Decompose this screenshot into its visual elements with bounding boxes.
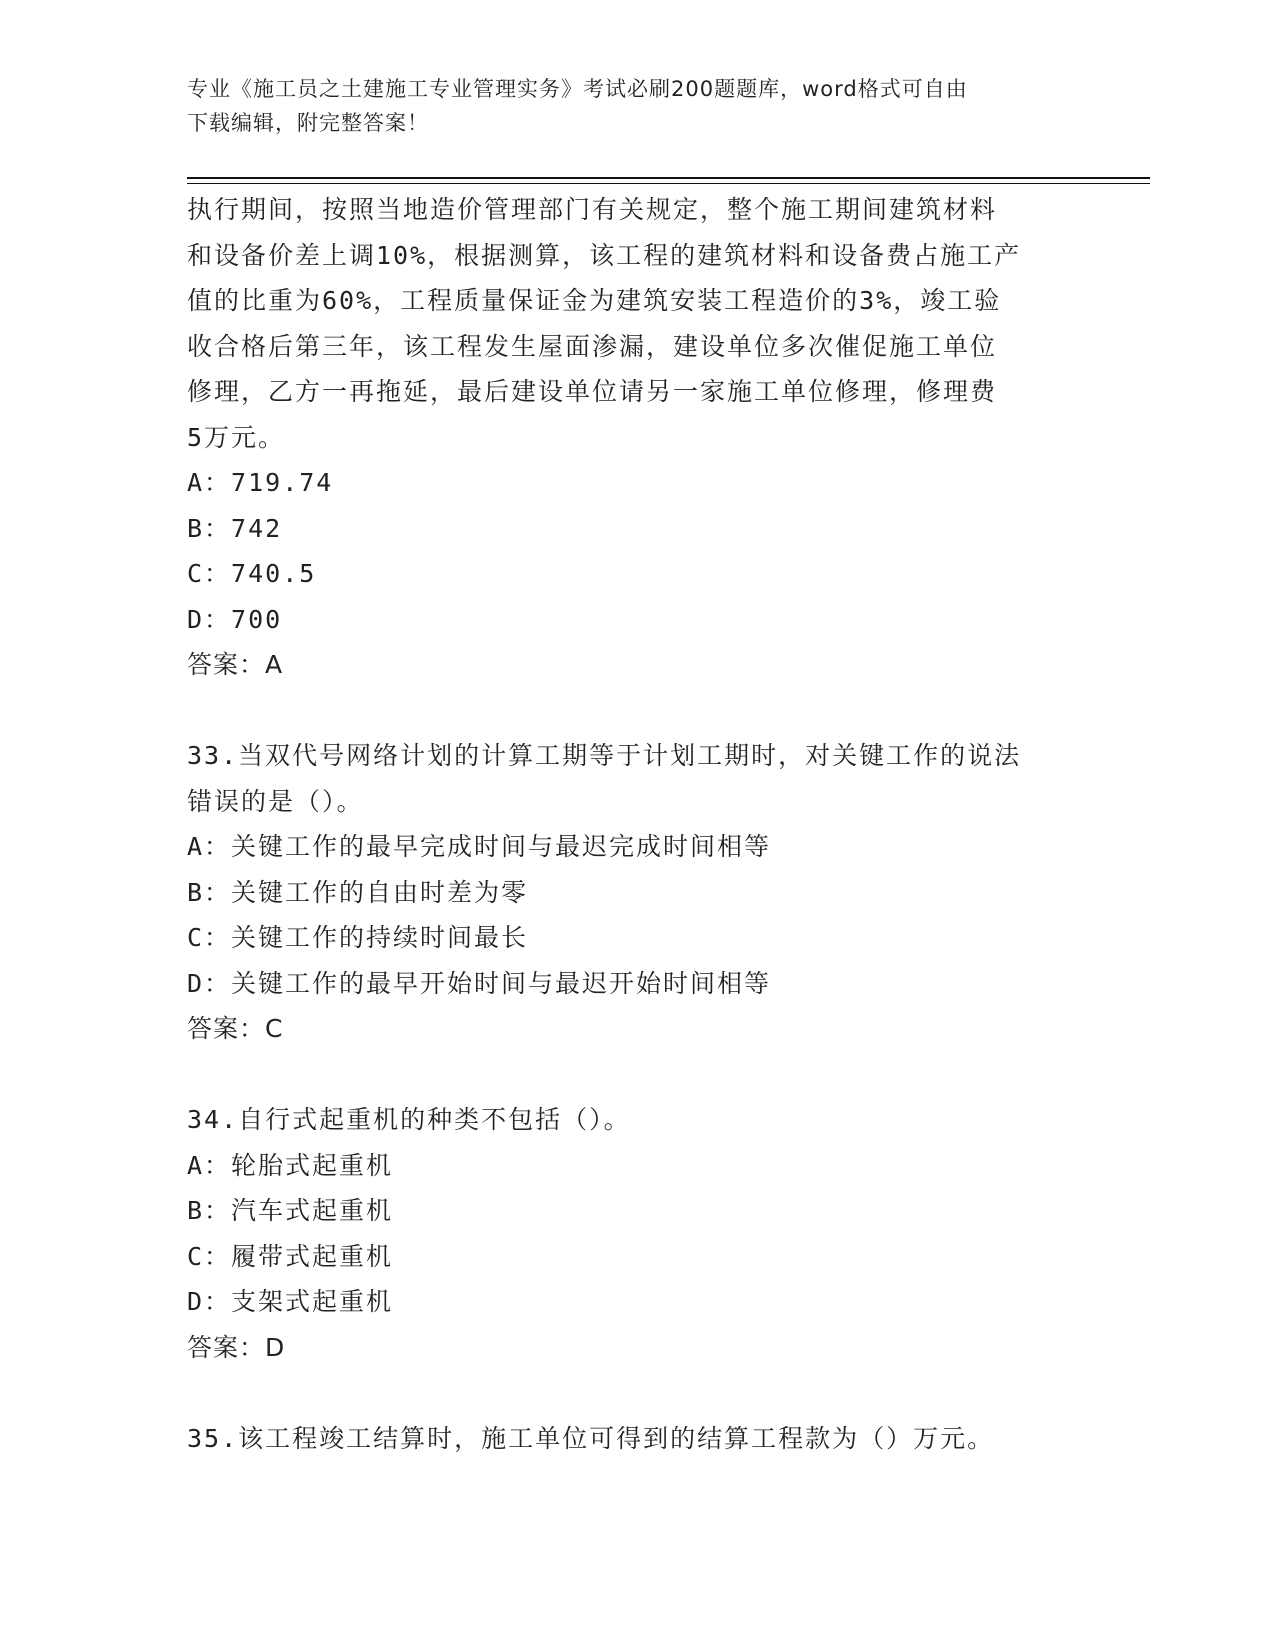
question-stem-line: 34.自行式起重机的种类不包括（）。 bbox=[187, 1105, 631, 1134]
question-stem-line: 35.该工程竣工结算时，施工单位可得到的结算工程款为（）万元。 bbox=[187, 1423, 995, 1453]
answer: 答案：C bbox=[187, 1014, 284, 1043]
spacer bbox=[187, 688, 1087, 734]
header-title-line-2: 下载编辑，附完整答案！ bbox=[187, 111, 429, 135]
option-a: A：719.74 bbox=[187, 468, 334, 497]
option-c: C：履带式起重机 bbox=[187, 1241, 394, 1271]
option-b: B：汽车式起重机 bbox=[187, 1196, 394, 1225]
question-stem-line: 错误的是（）。 bbox=[187, 786, 364, 816]
document-header bbox=[187, 72, 1067, 140]
option-d: D：700 bbox=[187, 604, 283, 634]
header-divider-thin bbox=[187, 183, 1150, 184]
option-a: A：关键工作的最早完成时间与最迟完成时间相等 bbox=[187, 832, 772, 861]
question-stem-line: 5万元。 bbox=[187, 422, 286, 452]
option-d: D：支架式起重机 bbox=[187, 1287, 394, 1316]
option-c: C：关键工作的持续时间最长 bbox=[187, 923, 529, 952]
question-stem-line: 执行期间，按照当地造价管理部门有关规定，整个施工期间建筑材料 bbox=[187, 195, 998, 224]
option-b: B：关键工作的自由时差为零 bbox=[187, 877, 529, 907]
question-35 bbox=[187, 1416, 1087, 1462]
question-stem-line: 33.当双代号网络计划的计算工期等于计划工期时，对关键工作的说法 bbox=[187, 741, 1022, 770]
question-32 bbox=[187, 187, 1087, 688]
answer: 答案：D bbox=[187, 1332, 286, 1362]
question-stem-line: 修理，乙方一再拖延，最后建设单位请另一家施工单位修理，修理费 bbox=[187, 377, 998, 406]
question-stem-line: 值的比重为60%，工程质量保证金为建筑安装工程造价的3%，竣工验 bbox=[187, 286, 1002, 315]
question-34 bbox=[187, 1097, 1087, 1370]
option-b: B：742 bbox=[187, 513, 283, 543]
option-a: A：轮胎式起重机 bbox=[187, 1150, 394, 1180]
spacer bbox=[187, 1370, 1087, 1416]
option-d: D：关键工作的最早开始时间与最迟开始时间相等 bbox=[187, 968, 772, 998]
question-stem-line: 收合格后第三年，该工程发生屋面渗漏，建设单位多次催促施工单位 bbox=[187, 331, 998, 361]
question-list bbox=[187, 187, 1087, 1461]
answer: 答案：A bbox=[187, 650, 284, 679]
header-title-line-1: 专业《施工员之土建施工专业管理实务》考试必刷200题题库，word格式可自由 bbox=[187, 77, 968, 101]
option-c: C：740.5 bbox=[187, 559, 317, 588]
header-divider-thick bbox=[187, 177, 1150, 179]
question-stem-line: 和设备价差上调10%，根据测算，该工程的建筑材料和设备费占施工产 bbox=[187, 240, 1022, 270]
question-33 bbox=[187, 733, 1087, 1052]
spacer bbox=[187, 1052, 1087, 1098]
